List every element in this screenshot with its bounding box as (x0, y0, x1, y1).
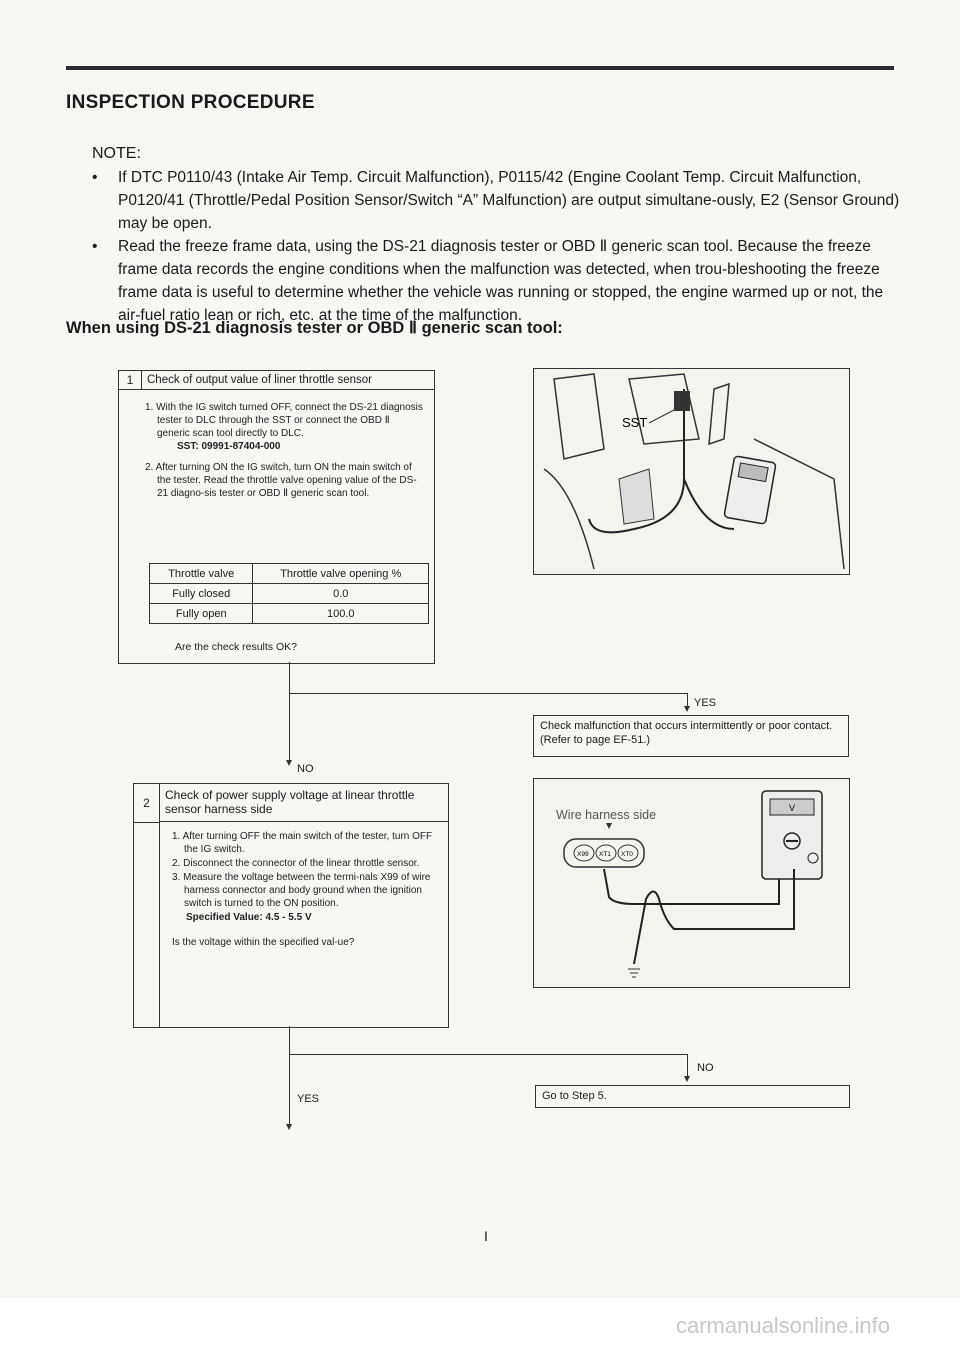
instruction-2: 2. Disconnect the connector of the linear throttle sensor. (172, 858, 420, 869)
sst-number: SST: 09991-87404-000 (177, 441, 281, 452)
table-cell: 0.0 (253, 584, 429, 604)
step-number: 2 (134, 784, 160, 823)
flow-line (289, 693, 687, 694)
flow-line (289, 662, 290, 762)
arrow-head (286, 1124, 292, 1130)
instruction-1: 1. After turning OFF the main switch of the tester, turn OFF the IG switch. (172, 831, 433, 855)
section-heading: When using DS-21 diagnosis tester or OBD Ⅱ generic scan tool: (66, 319, 563, 337)
table-cell: Fully open (150, 604, 253, 624)
watermark: carmanualsonline.info (675, 1313, 890, 1338)
instruction-1: 1. With the IG switch turned OFF, connect the DS-21 diagnosis tester to DLC through the SST or connect the OBD Ⅱ generic scan tool directly to DLC. (145, 402, 423, 439)
step2-instructions (172, 830, 442, 957)
table-cell: 100.0 (253, 604, 429, 624)
step-title: Check of output value of liner throttle sensor (141, 371, 434, 390)
step1-instructions (145, 401, 425, 508)
flow-line (289, 1026, 290, 1126)
note-label: NOTE: (92, 145, 141, 162)
top-rule (66, 66, 894, 70)
specified-value: Specified Value: 4.5 - 5.5 V (186, 912, 312, 923)
note-item: • Read the freeze frame data, using the DS-21 diagnosis tester or OBD Ⅱ generic scan tool. Because the freeze frame data records the engine conditions when the malfunction was detected, when trou-bleshooting the freeze frame data is useful to determine whether the vehicle was running or stopped, the engine warmed up or not, the air-fuel ratio lean or rich, etc. at the time of the malfunction. (92, 235, 900, 327)
figure-label: Wire harness side (556, 808, 657, 822)
pin-label: XT1 (599, 851, 611, 858)
pin-label: X99 (577, 851, 589, 858)
figure-label: SST (622, 415, 648, 430)
step1-question: Are the check results OK? (175, 641, 297, 653)
instruction-3: 3. Measure the voltage between the termi-nals X99 of wire harness connector and body ground when the ignition switch is turned to the ON position. (172, 872, 431, 909)
step-number: 1 (119, 371, 142, 390)
pin-label: XT0 (621, 851, 633, 858)
arrow-head (684, 706, 690, 712)
yes-label: YES (297, 1093, 320, 1105)
intermittent-check-box: Check malfunction that occurs intermittently or poor contact. (Refer to page EF-51.) (533, 715, 849, 757)
step-title: Check of power supply voltage at linear throttle sensor harness side (159, 784, 448, 822)
tester-connection-illustration (534, 369, 849, 574)
table-header: Throttle valve (150, 564, 253, 584)
no-label: NO (697, 1062, 714, 1074)
note-list (92, 166, 900, 327)
table-cell: Fully closed (150, 584, 253, 604)
step2-box (133, 783, 449, 1028)
table-header: Throttle valve opening % (253, 564, 429, 584)
go-to-step-box: Go to Step 5. (535, 1085, 850, 1108)
flow-line (687, 693, 688, 707)
note-item: • If DTC P0110/43 (Intake Air Temp. Circuit Malfunction), P0115/42 (Engine Coolant Temp. Circuit Malfunction, P0120/41 (Throttle/Pedal Position Sensor/Switch “A” Malfunction) are output simultane-ously, E2 (Sensor Ground) may be open. (92, 166, 900, 235)
box-border (159, 822, 160, 1027)
arrow-head (684, 1076, 690, 1082)
no-label: NO (297, 763, 314, 775)
voltage-measurement-illustration (534, 779, 849, 987)
flow-line (289, 1054, 687, 1055)
results-table (149, 563, 429, 624)
sst-connection-figure (533, 368, 850, 575)
flow-line (687, 1054, 688, 1078)
meter-unit: V (789, 803, 796, 813)
step2-question: Is the voltage within the specified val-ue? (172, 937, 355, 948)
voltmeter-figure (533, 778, 850, 988)
page-title: INSPECTION PROCEDURE (66, 92, 315, 113)
yes-label: YES (694, 697, 717, 709)
instruction-2: 2. After turning ON the IG switch, turn ON the main switch of the tester. Read the throttle valve opening value of the DS-21 diagno-sis tester or OBD Ⅱ generic scan tool. (145, 462, 417, 499)
step1-box (118, 370, 435, 664)
page-mark: I (484, 1228, 488, 1244)
arrow-head (286, 760, 292, 766)
